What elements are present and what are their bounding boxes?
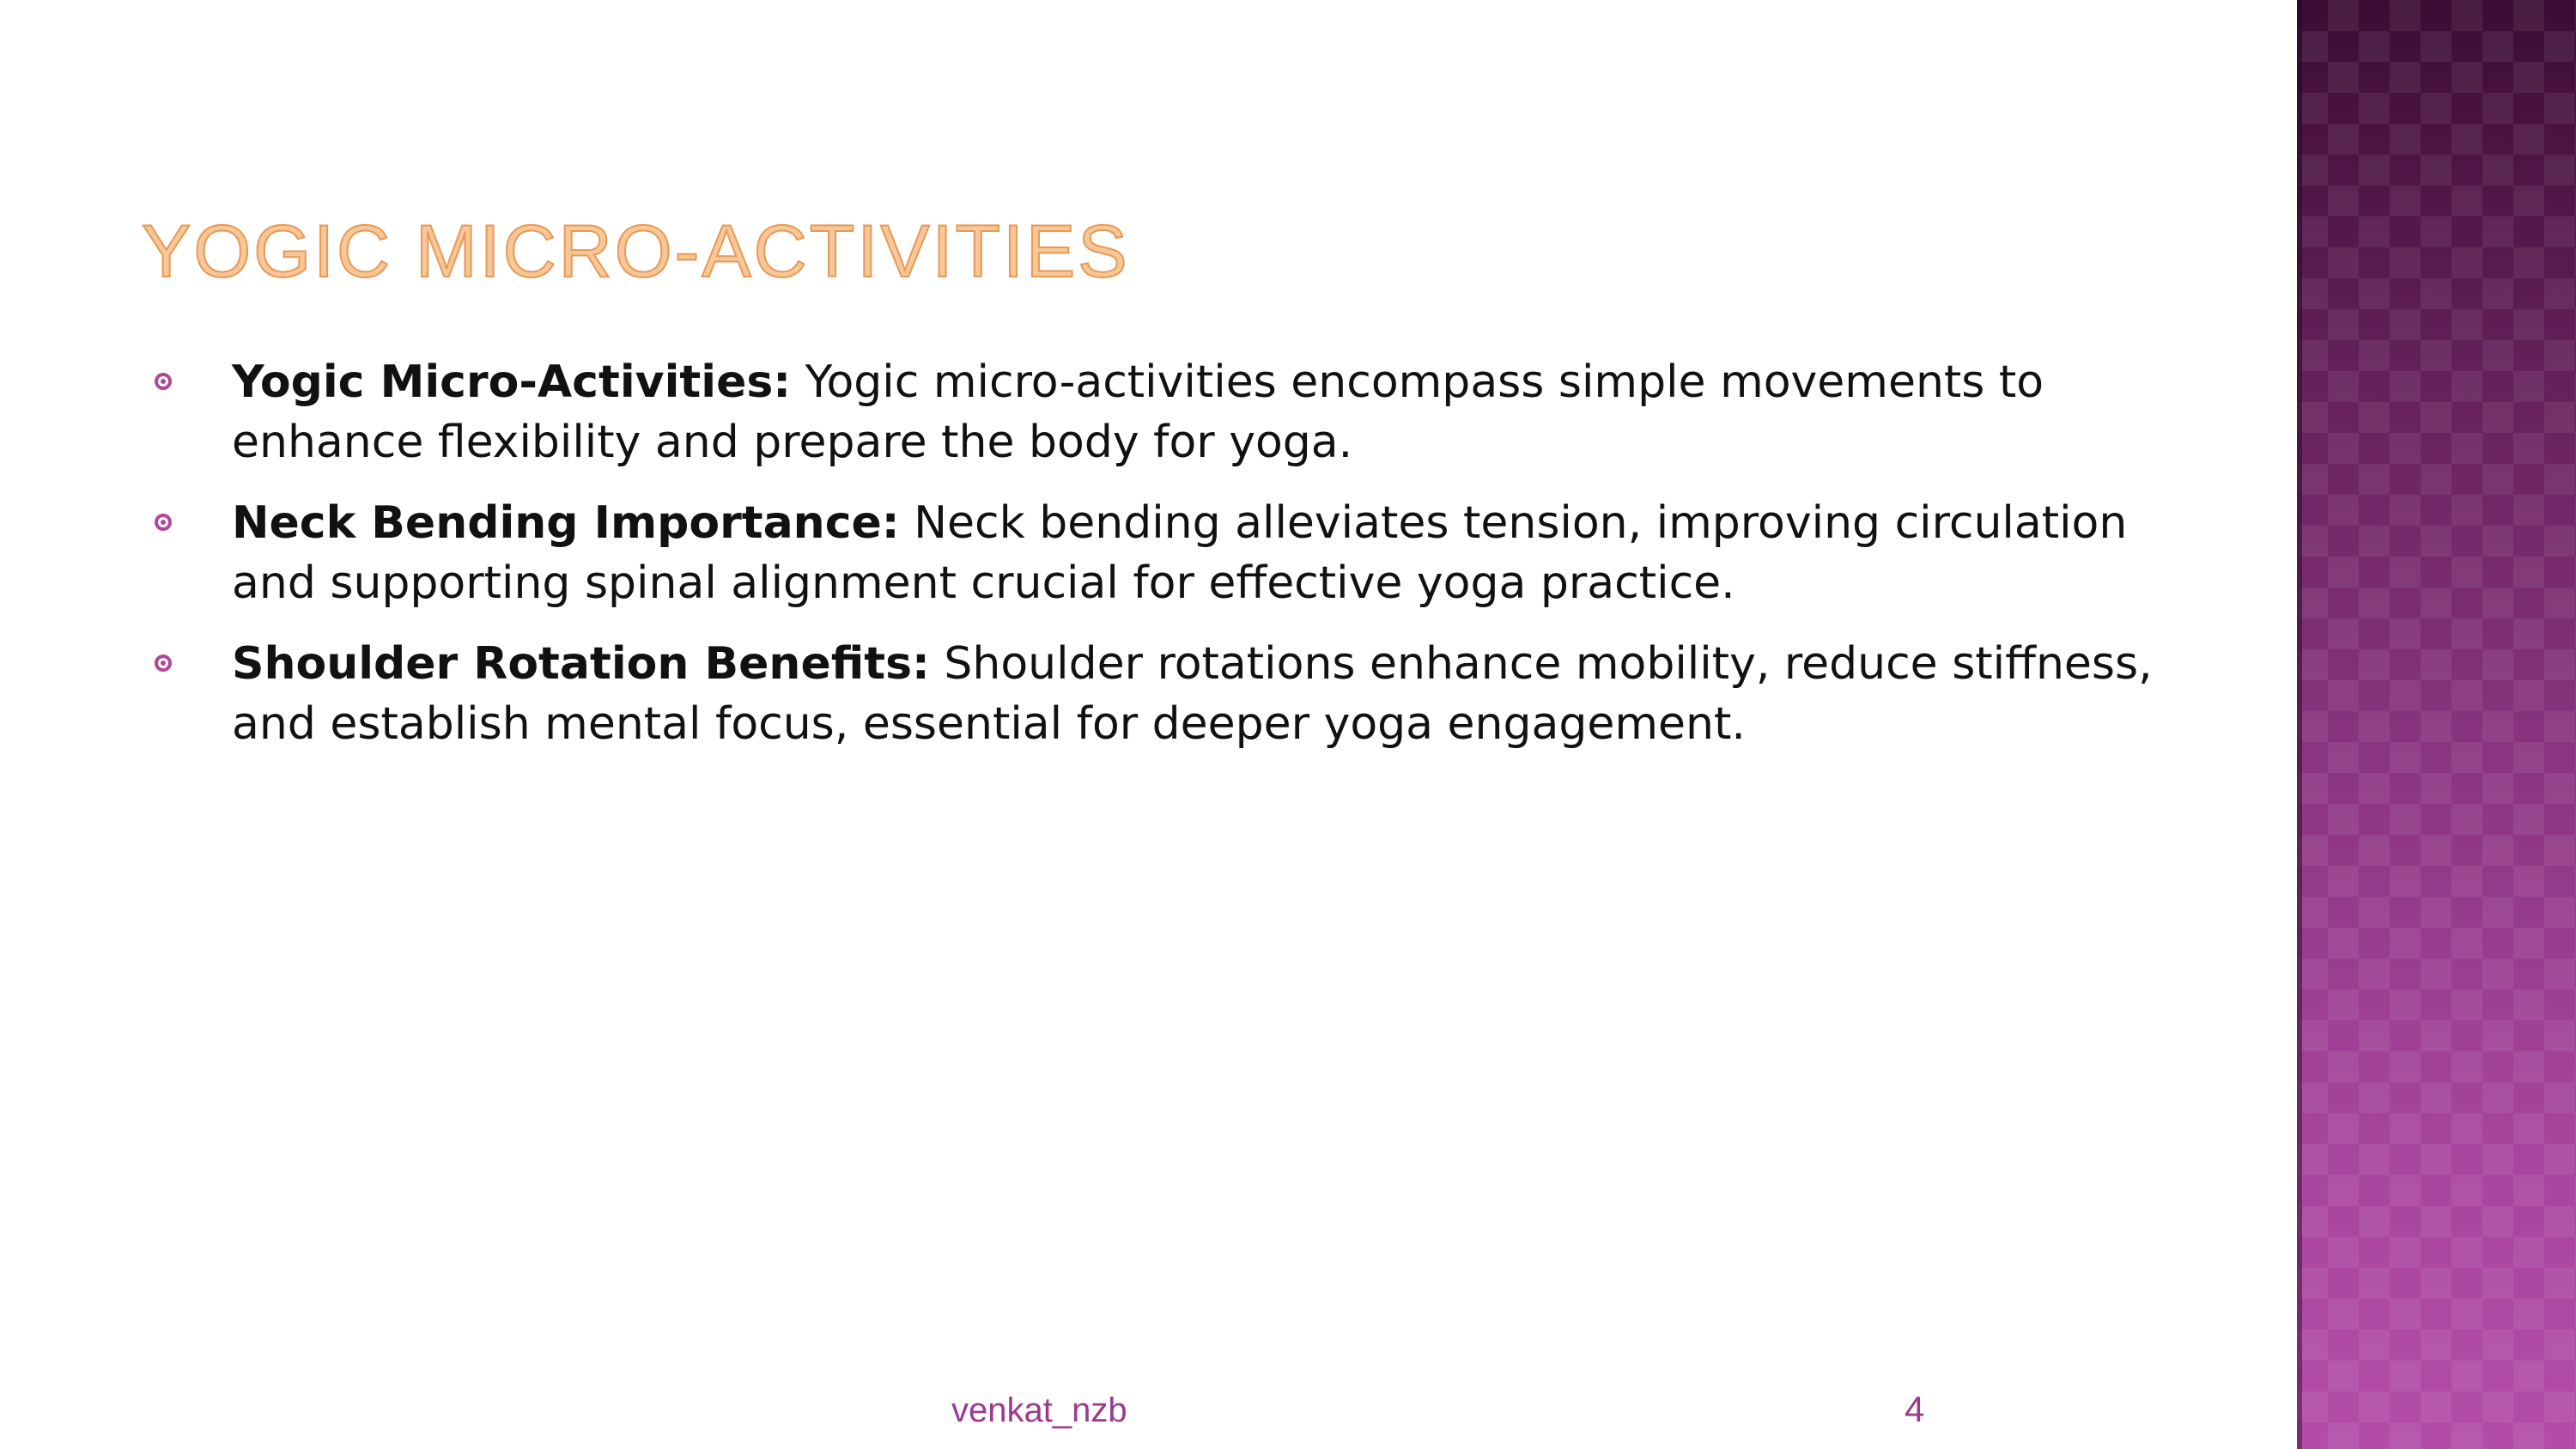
decorative-side-band xyxy=(2297,0,2576,1449)
footer-author: venkat_nzb xyxy=(951,1391,1127,1429)
bullet-text: Yogic micro-activities encompass simple movements to enhance flexibility and prepare the body for yoga. xyxy=(232,356,2044,468)
circled-dot-bullet-icon xyxy=(155,373,172,390)
slide-page-number: 4 xyxy=(1905,1389,1925,1429)
bullet-list xyxy=(155,352,2155,775)
bullet-text: Shoulder rotations enhance mobility, reduce stiffness, and establish mental focus, essential for deeper yoga engagement. xyxy=(232,638,2153,750)
bullet-term: Shoulder Rotation Benefits: xyxy=(232,638,930,690)
side-band-edge xyxy=(2297,0,2302,1449)
bullet-item-shoulder-rotation xyxy=(155,634,2155,754)
slide-title: YOGIC MICRO-ACTIVITIES xyxy=(142,210,1130,293)
circled-dot-bullet-icon xyxy=(155,654,172,672)
bullet-text: Neck bending alleviates tension, improving circulation and supporting spinal alignment crucial for effective yoga practice. xyxy=(232,497,2128,609)
bullet-term: Yogic Micro-Activities: xyxy=(232,356,792,408)
bullet-item-neck-bending xyxy=(155,493,2155,613)
circled-dot-bullet-icon xyxy=(155,514,172,531)
bullet-term: Neck Bending Importance: xyxy=(232,497,900,549)
bullet-item-yogic-micro-activities xyxy=(155,352,2155,472)
